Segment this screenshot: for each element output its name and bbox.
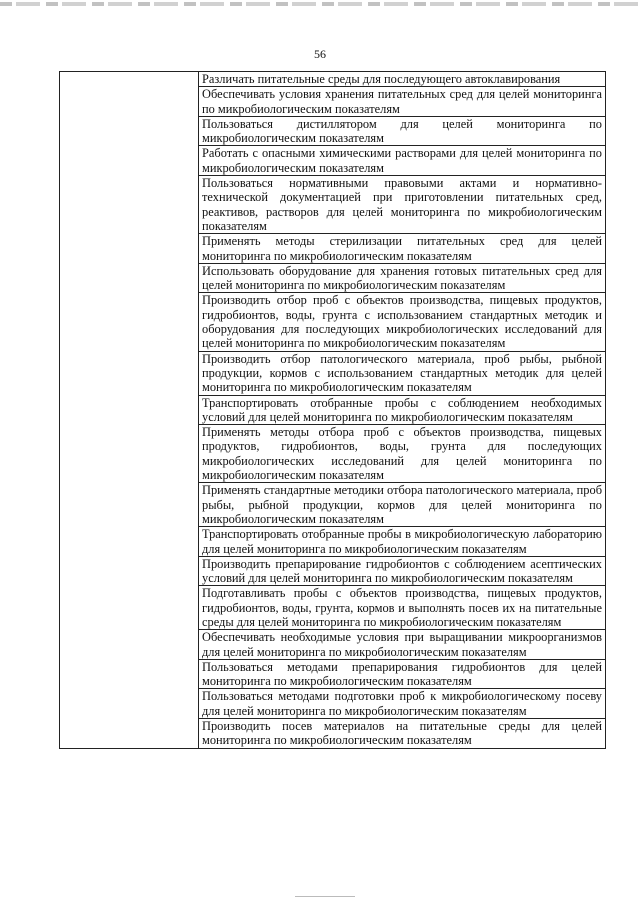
skill-text: Транспортировать отобранные пробы в микробиологическую лабораторию для целей мониторинга по микробиологическим показателям <box>202 527 602 556</box>
table-cell-skill <box>199 176 606 234</box>
skill-text: Пользоваться дистиллятором для целей мониторинга по микробиологическим показателям <box>202 116 602 146</box>
table-cell-skill <box>199 263 606 293</box>
table-cell-skill <box>199 234 606 264</box>
table-cell-skill <box>199 351 606 395</box>
skill-text: Применять методы отбора проб с объектов производства, пищевых продуктов, гидробионтов, воды, грунта для последующих микробиологических исследований для целей мониторинга по микробиологическим показателям <box>202 425 602 483</box>
skill-text: Производить посев материалов на питательные среды для целей мониторинга по микробиологическим показателям <box>202 719 602 748</box>
skill-text: Обеспечивать условия хранения питательных сред для целей мониторинга по микробиологическим показателям <box>202 87 602 116</box>
table-cell-skill <box>199 483 606 527</box>
table-cell-skill <box>199 527 606 557</box>
page-number: 56 <box>314 47 326 61</box>
scan-edge-artifact-bottom <box>295 896 355 897</box>
table-cell-skill <box>199 116 606 146</box>
table-cell-skill <box>199 425 606 483</box>
skills-table-body <box>60 72 606 749</box>
skill-text: Производить отбор патологического материала, проб рыбы, рыбной продукции, кормов с использованием стандартных методик для целей мониторинга по микробиологическим показателям <box>202 351 602 395</box>
table-row <box>60 72 606 87</box>
skill-text: Пользоваться методами препарирования гидробионтов для целей мониторинга по микробиологическим показателям <box>202 659 602 689</box>
table-cell-skill <box>199 689 606 719</box>
table-cell-skill <box>199 72 606 87</box>
table-cell-skill <box>199 146 606 176</box>
skill-text: Обеспечивать необходимые условия при выращивании микроорганизмов для целей мониторинга по микробиологическим показателям <box>202 630 602 659</box>
table-cell-skill <box>199 293 606 351</box>
skill-text: Производить отбор проб с объектов производства, пищевых продуктов, гидробионтов, воды, грунта с использованием стандартных методик и оборудования для последующих микробиологических исследований для целей мониторинга по микробиологическим показателям <box>202 293 602 351</box>
skill-text: Подготавливать пробы с объектов производства, пищевых продуктов, гидробионтов, воды, грунта, кормов и выполнять посев их на питательные среды для целей мониторинга по микробиологическим показателям <box>202 586 602 629</box>
table-cell-skill <box>199 395 606 425</box>
scan-edge-artifact <box>0 2 640 6</box>
skill-text: Пользоваться нормативными правовыми актами и нормативно-технической документацией при приготовлении питательных сред, реактивов, растворов для целей мониторинга по микробиологическим показателям <box>202 176 602 233</box>
table-cell-skill <box>199 719 606 749</box>
skill-text: Производить препарирование гидробионтов с соблюдением асептических условий для целей мониторинга по микробиологическим показателям <box>202 556 602 586</box>
table-cell-skill <box>199 556 606 586</box>
skill-text: Транспортировать отобранные пробы с соблюдением необходимых условий для целей мониторинга по микробиологическим показателям <box>202 395 602 424</box>
table-cell-skill <box>199 630 606 660</box>
skill-text: Пользоваться методами подготовки проб к микробиологическому посеву для целей мониторинга по микробиологическим показателям <box>202 689 602 718</box>
table-cell-skill <box>199 87 606 117</box>
skill-text: Применять стандартные методики отбора патологического материала, проб рыбы, рыбной продукции, кормов для целей мониторинга по микробиологическим показателям <box>202 483 602 526</box>
table-left-column-cell <box>60 72 199 749</box>
skill-text: Различать питательные среды для последующего автоклавирования <box>202 72 561 86</box>
skill-text: Использовать оборудование для хранения готовых питательных сред для целей мониторинга по микробиологическим показателям <box>202 263 602 293</box>
table-cell-skill <box>199 659 606 689</box>
skill-text: Применять методы стерилизации питательных сред для целей мониторинга по микробиологическим показателям <box>202 234 602 263</box>
skill-text: Работать с опасными химическими растворами для целей мониторинга по микробиологическим показателям <box>202 146 602 175</box>
skills-table <box>59 71 606 749</box>
table-cell-skill <box>199 586 606 630</box>
